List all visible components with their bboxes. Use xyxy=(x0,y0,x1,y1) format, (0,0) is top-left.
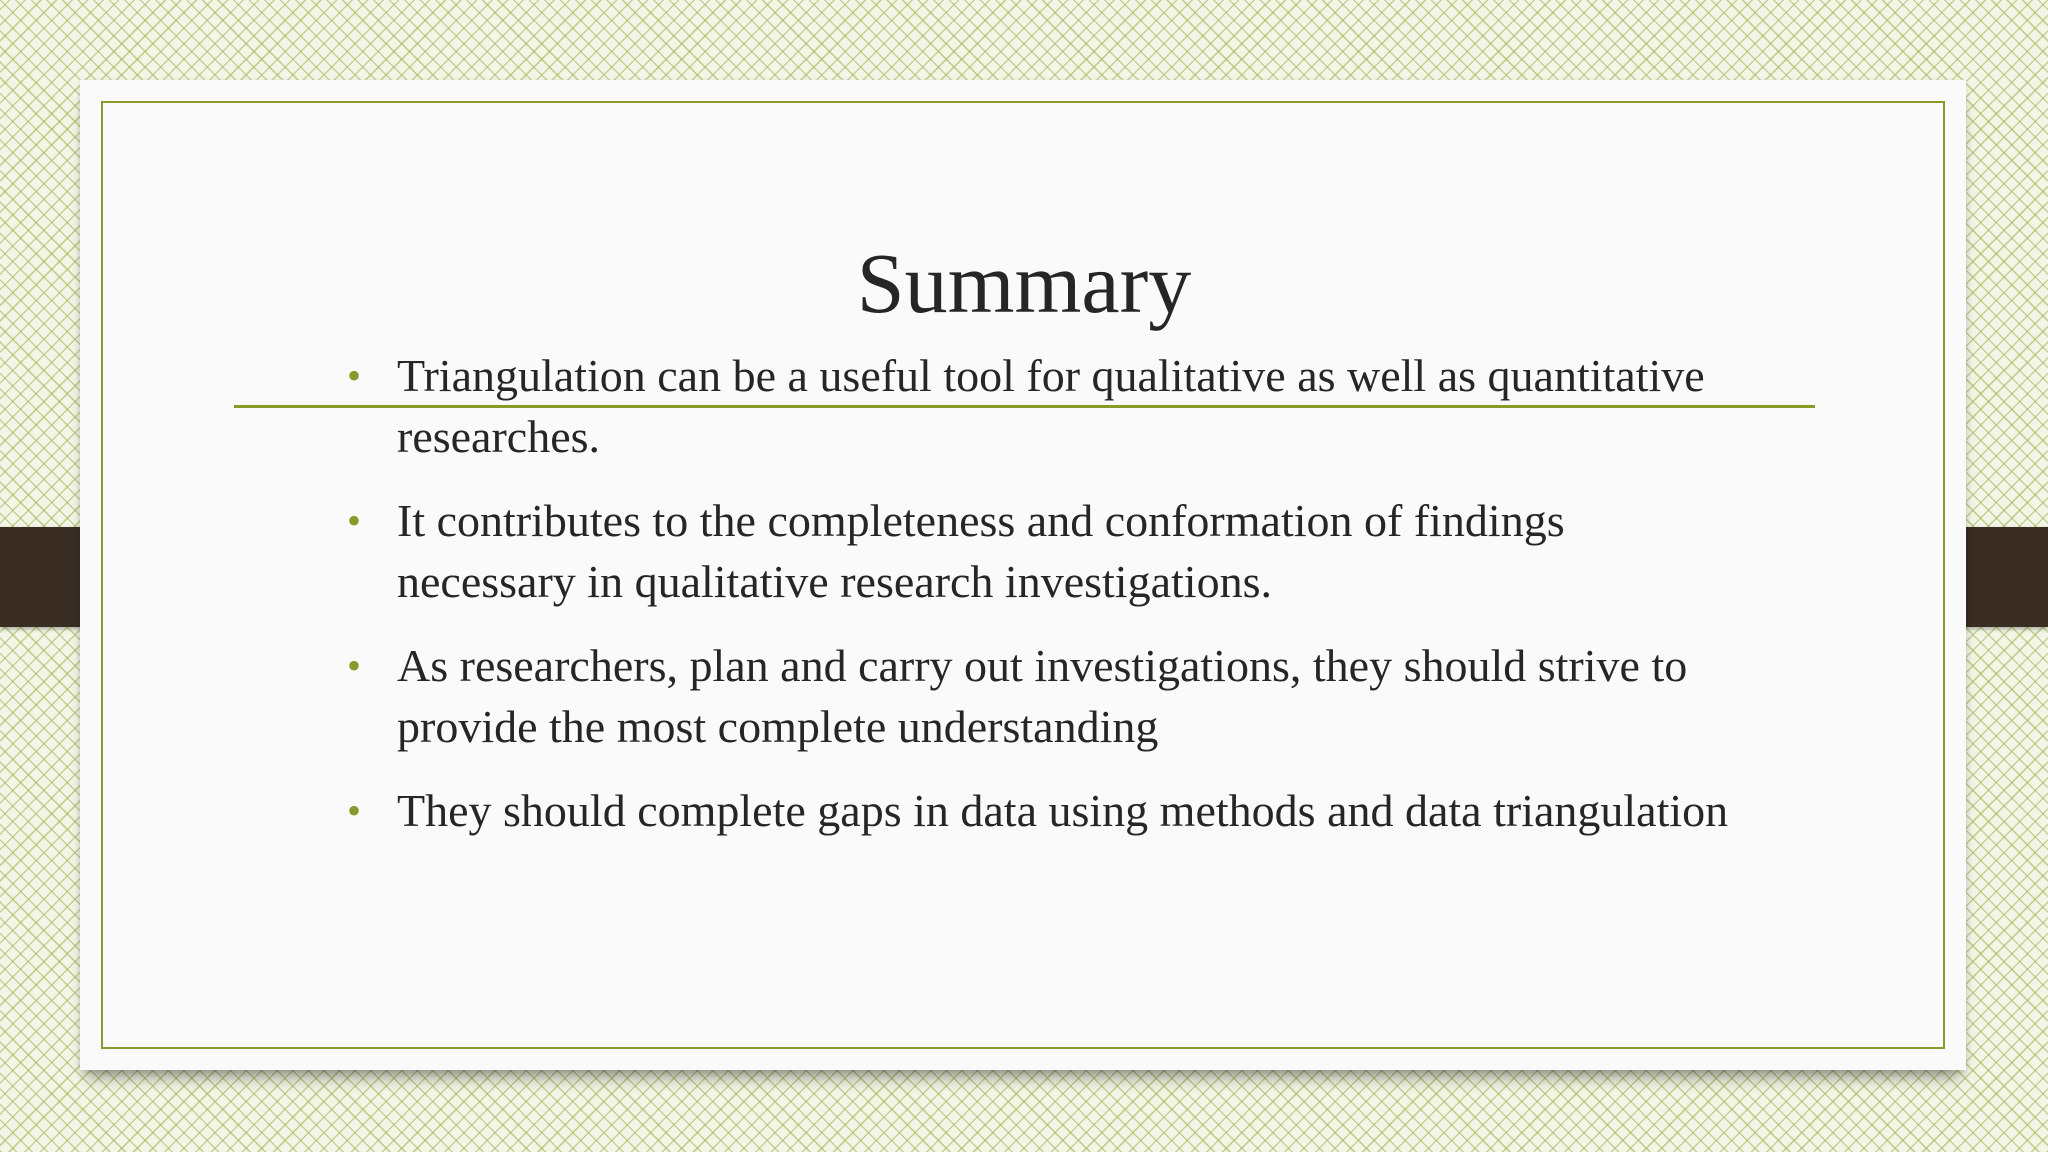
bullet-item xyxy=(347,780,1747,841)
bullet-dot-icon: • xyxy=(347,788,362,833)
bullet-dot-icon: • xyxy=(347,353,362,398)
slide-title: Summary xyxy=(856,235,1192,331)
bullet-item xyxy=(347,635,1747,757)
bullet-text: As researchers, plan and carry out investigations, they should strive to provide the most complete understanding xyxy=(397,640,1688,752)
bullet-item xyxy=(347,345,1747,467)
bullet-item xyxy=(347,490,1747,612)
bullet-dot-icon: • xyxy=(347,498,362,543)
bullet-text: It contributes to the completeness and conformation of findings necessary in qualitative research investigations. xyxy=(397,495,1565,607)
bullet-dot-icon: • xyxy=(347,643,362,688)
bullet-text: Triangulation can be a useful tool for qualitative as well as quantitative researches. xyxy=(397,350,1705,462)
bullet-list xyxy=(347,345,1747,864)
bullet-text: They should complete gaps in data using methods and data triangulation xyxy=(397,785,1729,836)
